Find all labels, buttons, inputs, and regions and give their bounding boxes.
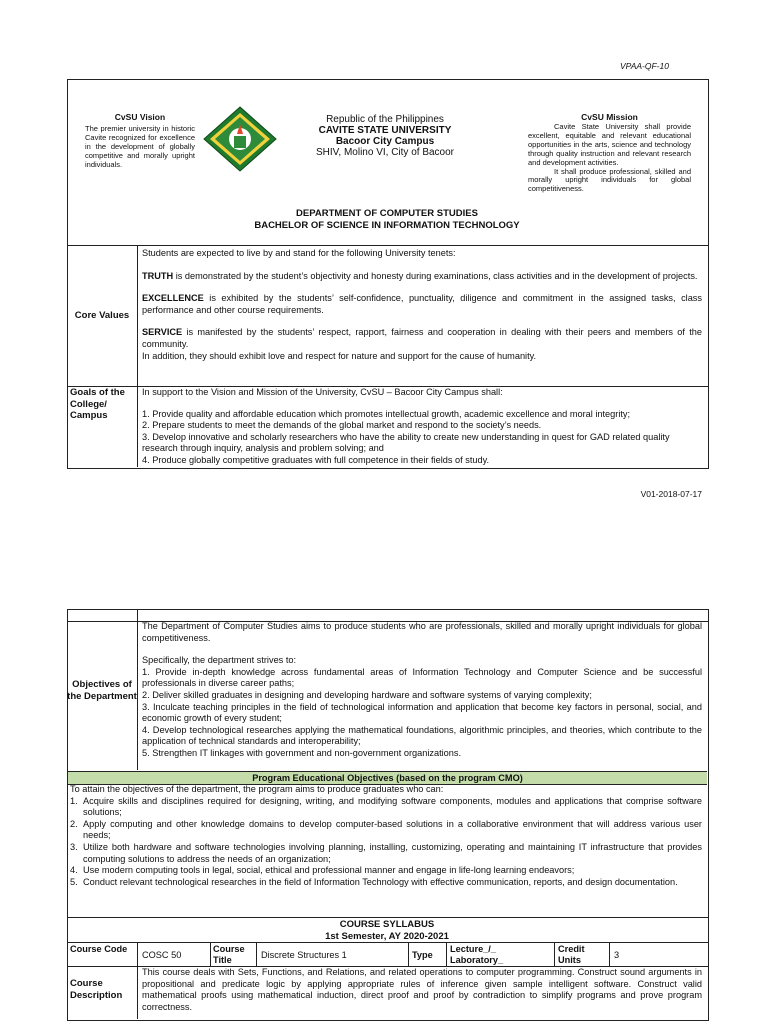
objective-item: 2. Deliver skilled graduates in designing and developing hardware and software systems of varying complexity; <box>142 689 592 700</box>
credit-units-value: 3 <box>614 950 620 960</box>
syllabus-term: 1st Semester, AY 2020-2021 <box>325 930 449 942</box>
peo-number: 4. <box>70 865 78 876</box>
course-title-label: Course Title <box>213 944 245 965</box>
truth-text: is demonstrated by the student’s objectivity and honesty during examinations, class activities and in the development of projects. <box>173 270 698 281</box>
course-description-label: Course Description <box>70 978 123 1001</box>
cvsu-logo-icon <box>203 106 277 172</box>
mission-title: CvSU Mission <box>581 112 638 122</box>
objective-item: 5. Strengthen IT linkages with government and non-government organizations. <box>142 747 462 758</box>
mission-text-2: It shall produce professional, skilled and morally upright individuals for global competitiveness. <box>528 166 691 194</box>
course-code-label: Course Code <box>70 944 128 954</box>
peo-item: Conduct relevant technological researches in the field of Information Technology with effective communication, reports, and design documentation. <box>83 876 678 887</box>
peo-number: 3. <box>70 841 78 852</box>
goal-item: 3. Develop innovative and scholarly researchers who have the ability to create new understanding in quest for GAD related quality research through inquiry, analysis and problem solving; and <box>142 431 670 454</box>
service-word: SERVICE <box>142 327 183 338</box>
course-code-value: COSC 50 <box>142 950 182 960</box>
goals-intro: In support to the Vision and Mission of the University, CvSU – Bacoor City Campus shall: <box>142 387 503 397</box>
goals-content <box>142 387 702 467</box>
type-label: Type <box>412 950 433 960</box>
core-values-label: Core Values <box>74 310 130 321</box>
vision-text: The premier university in historic Cavite recognized for excellence in the development of globally competitive and morally upright individuals. <box>85 124 195 169</box>
core-values-content <box>142 248 702 362</box>
objectives-content <box>142 621 702 760</box>
excellence-text: is exhibited by the students’ self-confidence, punctuality, diligence and commitment in the assigned tasks, class performance and other course requirements. <box>142 293 702 315</box>
goals-label: Goals of the College/ Campus <box>70 387 125 421</box>
header-republic: Republic of the Philippines <box>326 114 444 125</box>
peo-number: 2. <box>70 818 78 829</box>
peo-item: Apply computing and other knowledge domains to develop computer-based solutions in a collaborative environment that will address various user needs; <box>83 818 702 841</box>
program-title: BACHELOR OF SCIENCE IN INFORMATION TECHNOLOGY <box>254 219 520 231</box>
objectives-specific: Specifically, the department strives to: <box>142 655 297 666</box>
core-intro: Students are expected to live by and stand for the following University tenets: <box>142 248 456 258</box>
truth-word: TRUTH <box>142 270 174 281</box>
objective-item: 3. Inculcate teaching principles in the field of technological information and application that become key factors in personal, social, and economic growth of every student; <box>142 701 702 724</box>
vision-title: CvSU Vision <box>114 112 166 122</box>
peo-item: Acquire skills and disciplines required for designing, writing, and modifying software components, modules and applications that comprise software solutions; <box>83 795 702 818</box>
goal-item: 4. Produce globally competitive graduates with full competence in their fields of study. <box>142 454 490 465</box>
header-campus: Bacoor City Campus <box>335 136 435 147</box>
header-university: CAVITE STATE UNIVERSITY <box>318 125 452 136</box>
mission-text-1: Cavite State University shall provide excellent, equitable and relevant educational opportunities in the arts, science and technology through quality instruction and relevant research and development activities. <box>528 122 691 167</box>
peo-number: 5. <box>70 876 78 887</box>
department-title: DEPARTMENT OF COMPUTER STUDIES <box>296 208 478 219</box>
peo-number: 1. <box>70 795 78 806</box>
course-title-value: Discrete Structures 1 <box>261 950 347 960</box>
peo-intro: To attain the objectives of the department, the program aims to produce graduates who can: <box>70 784 444 794</box>
peo-item: Use modern computing tools in legal, social, ethical and professional manner and engage in life-long learning endeavors; <box>83 865 575 876</box>
objective-item: 4. Develop technological researches applying the mathematical foundations, algorithmic principles, and theories, which contribute to the application of technical standards and interoperability; <box>142 724 702 747</box>
objective-item: 1. Provide in-depth knowledge across fundamental areas of Information Technology and Computer Science and be successful professionals in diverse career paths; <box>142 666 702 689</box>
form-code: VPAA-QF-10 <box>620 61 669 71</box>
type-value: Lecture_/_ Laboratory_ <box>450 944 504 965</box>
goal-item: 1. Provide quality and affordable education which promotes intellectual growth, academic excellence and moral integrity; <box>142 408 631 419</box>
goal-item: 2. Prepare students to meet the demands of the global market and respond to the society’s needs. <box>142 420 542 431</box>
objectives-label: Objectives of the Department <box>67 679 137 702</box>
peo-item: Utilize both hardware and software technologies involving planning, installing, customizing, operating and maintaining IT infrastructure that provides computing solutions to address the needs of an organization; <box>83 841 702 864</box>
peo-header: Program Educational Objectives (based on the program CMO) <box>68 771 707 785</box>
service-text: is manifested by the students’ respect, rapport, fairness and cooperation in dealing with their peers and members of the community. <box>142 327 702 349</box>
credit-units-label: Credit Units <box>558 944 585 965</box>
objectives-intro: The Department of Computer Studies aims to produce students who are professionals, skilled and morally upright individuals for global competitiveness. <box>142 621 702 643</box>
service-text-2: In addition, they should exhibit love and respect for nature and support for the cause of humanity. <box>142 350 537 361</box>
excellence-word: EXCELLENCE <box>142 293 204 304</box>
peo-content <box>70 784 702 888</box>
course-description-text: This course deals with Sets, Functions, and Relations, and related operations to computer programming. Construct sound arguments in propositional and predicate logic by applying appropriate rules of inference given sample intelligent software. Construct valid mathematical proofs using mathematical induction, direct proof and proof by contradiction to simplify programs and prove program correctness. <box>142 967 702 1012</box>
header-address: SHIV, Molino VI, City of Bacoor <box>315 147 455 158</box>
syllabus-title: COURSE SYLLABUS <box>339 919 435 930</box>
version-code: V01-2018-07-17 <box>640 489 702 499</box>
